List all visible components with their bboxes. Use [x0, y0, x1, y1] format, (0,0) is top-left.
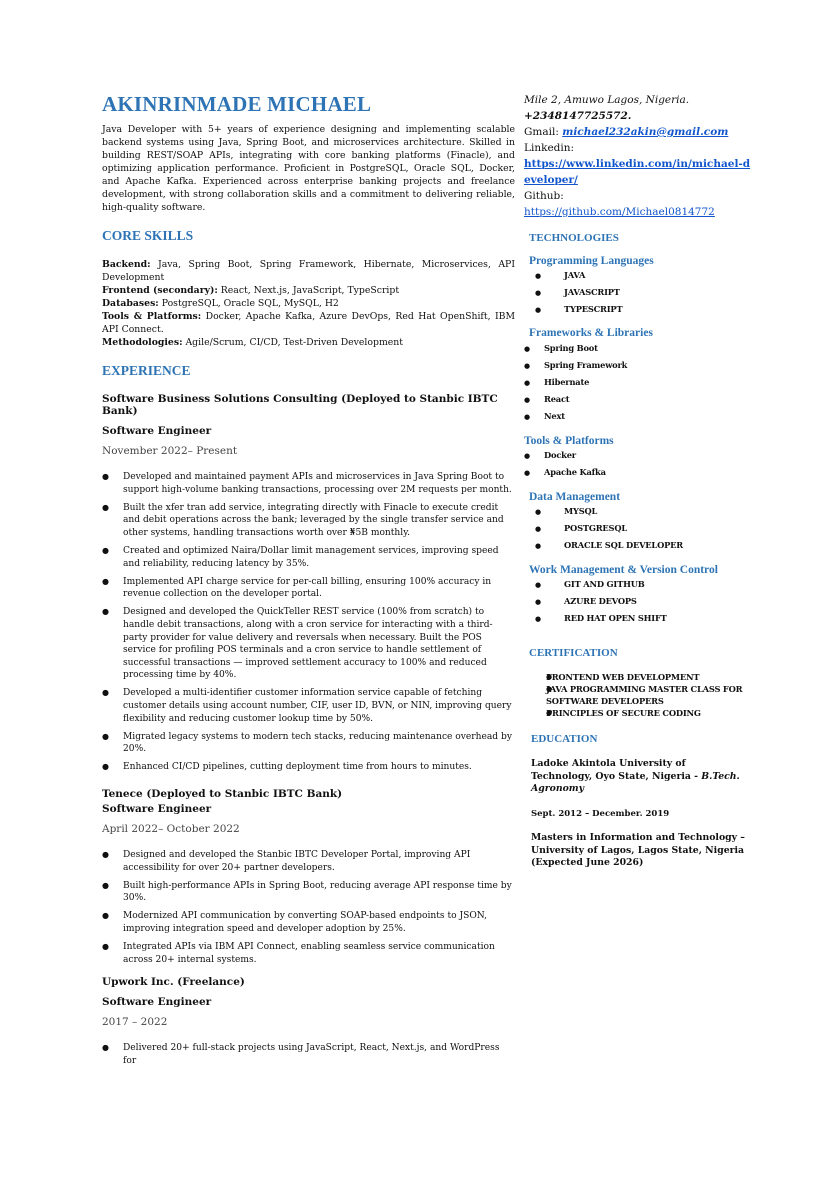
- education-heading: EDUCATION: [531, 733, 598, 745]
- list-item: ● TYPESCRIPT: [529, 301, 764, 318]
- address: Mile 2, Amuwo Lagos, Nigeria.: [524, 94, 690, 106]
- job-entry: [102, 788, 515, 966]
- education-entry: Masters in Information and Technology – University of Lagos, Lagos State, Nigeria (Expected June 2026): [531, 832, 745, 868]
- list-item: ● Enhanced CI/CD pipelines, cutting deployment time from hours to minutes.: [102, 761, 515, 774]
- job-bullets: [102, 849, 515, 966]
- list-item: ● Spring Boot: [524, 340, 764, 357]
- list-item: ● Designed and developed the Stanbic IBTC Developer Portal, improving API accessibility for over 20+ partner developers.: [102, 849, 515, 874]
- job-bullets: [102, 1042, 515, 1067]
- group-list: [524, 340, 764, 425]
- job-role: Software Engineer: [102, 802, 212, 815]
- gmail-link[interactable]: michael232akin@gmail.com: [562, 126, 729, 138]
- linkedin-link[interactable]: https://www.linkedin.com/in/michael-developer/: [524, 158, 751, 186]
- job-role: Software Engineer: [102, 996, 212, 1009]
- group-list: [524, 447, 764, 481]
- group-heading: Work Management & Version Control: [529, 564, 718, 576]
- skill-row: Databases: PostgreSQL, Oracle SQL, MySQL, H2: [102, 298, 339, 309]
- list-item: ● MYSQL: [529, 503, 764, 520]
- job-company: Upwork Inc. (Freelance): [102, 976, 245, 989]
- gmail-row: Gmail: michael232akin@gmail.com: [524, 126, 729, 138]
- list-item: ● Migrated legacy systems to modern tech stacks, reducing maintenance overhead by 20%.: [102, 731, 515, 756]
- job-bullets: [102, 471, 515, 774]
- group-heading: Tools & Platforms: [524, 435, 614, 447]
- phone: +2348147725572.: [524, 110, 632, 122]
- certification-list: [529, 671, 764, 719]
- list-item: ● JAVA PROGRAMMING MASTER CLASS FOR SOFTWARE DEVELOPERS: [529, 683, 746, 707]
- data-tools-section: [524, 491, 764, 870]
- github-label: Github:: [524, 190, 564, 202]
- group-heading: Data Management: [529, 491, 621, 503]
- github-row: [524, 204, 764, 220]
- job-dates: 2017 – 2022: [102, 1016, 168, 1029]
- list-item: ● POSTGRESQL: [529, 520, 764, 537]
- list-item: ● JAVASCRIPT: [529, 284, 764, 301]
- list-item: ● JAVA: [529, 267, 764, 284]
- list-item: ● Spring Framework: [524, 357, 764, 374]
- education-dates: Sept. 2012 – December. 2019: [531, 808, 670, 819]
- job-entry: [102, 976, 515, 1067]
- experience-heading: EXPERIENCE: [102, 363, 191, 378]
- summary-text: Java Developer with 5+ years of experience designing and implementing scalable backend systems using Java, Spring Boot, and microservices architecture. Skilled in building REST/SOAP APIs, integrating with core banking platforms (Finacle), and optimizing application performance. Proficient in PostgreSQL, Oracle SQL, Docker, and Apache Kafka. Experienced across enterprise banking projects and freelance development, with strong collaboration skills and a commitment to delivering reliable, high-quality software.: [102, 124, 515, 213]
- technologies-heading: TECHNOLOGIES: [529, 232, 619, 244]
- list-item: ● PRINCIPLES OF SECURE CODING: [529, 707, 764, 719]
- candidate-name: AKINRINMADE MICHAEL: [102, 92, 372, 116]
- list-item: ● Apache Kafka: [524, 464, 764, 481]
- list-item: ● Built the xfer tran add service, integrating directly with Finacle to execute credit and debit operations across the bank; leveraged by the single transfer service and other systems, handling transactions worth over ₦5B monthly.: [102, 502, 515, 540]
- group-heading: Programming Languages: [529, 255, 654, 267]
- skill-row: Backend: Java, Spring Boot, Spring Framework, Hibernate, Microservices, API Development: [102, 259, 515, 283]
- group-list: [529, 503, 764, 554]
- list-item: ● Delivered 20+ full-stack projects using JavaScript, React, Next.js, and WordPress for: [102, 1042, 515, 1067]
- job-dates: November 2022– Present: [102, 445, 238, 457]
- contact-block: [524, 92, 764, 220]
- job-role: Software Engineer: [102, 425, 212, 437]
- skill-row: Tools & Platforms: Docker, Apache Kafka, Azure DevOps, Red Hat OpenShift, IBM API Connect.: [102, 311, 515, 335]
- job-dates: April 2022– October 2022: [102, 822, 240, 835]
- list-item: ● Implemented API charge service for per-call billing, ensuring 100% accuracy in revenue collection on the developer portal.: [102, 576, 515, 601]
- list-item: ● Developed and maintained payment APIs and microservices in Java Spring Boot to support high-volume banking transactions, processing over 2M requests per month.: [102, 471, 515, 496]
- linkedin-label: Linkedin:: [524, 142, 575, 154]
- list-item: ● RED HAT OPEN SHIFT: [529, 610, 764, 627]
- list-item: ● Built high-performance APIs in Spring Boot, reducing average API response time by 30%.: [102, 880, 515, 905]
- list-item: ● ORACLE SQL DEVELOPER: [529, 537, 764, 554]
- list-item: ● GIT AND GITHUB: [529, 576, 764, 593]
- job-entry: [102, 393, 515, 774]
- list-item: ● Integrated APIs via IBM API Connect, enabling seamless service communication across 20+ internal systems.: [102, 941, 515, 966]
- technologies-section: [524, 232, 764, 339]
- core-skills-heading: CORE SKILLS: [102, 228, 194, 243]
- list-item: ● Next: [524, 408, 764, 425]
- sidebar: [524, 92, 764, 870]
- group-heading: Frameworks & Libraries: [529, 327, 653, 339]
- skill-row: Methodologies: Agile/Scrum, CI/CD, Test-Driven Development: [102, 337, 403, 348]
- job-company: Software Business Solutions Consulting (Deployed to Stanbic IBTC Bank): [102, 393, 498, 417]
- list-item: ● Modernized API communication by converting SOAP-based endpoints to JSON, improving integration speed and developer adoption by 25%.: [102, 910, 515, 935]
- list-item: ● Designed and developed the QuickTeller REST service (100% from scratch) to handle debit transactions, along with a cron service for interacting with a third-party provider for value delivery and reversals when necessary. Built the POS service for profiling POS terminals and a cron service to handle settlement of successful transactions — improved settlement accuracy to 100% and reduced processing time by 40%.: [102, 606, 515, 682]
- github-link[interactable]: https://github.com/Michael0814772: [524, 206, 715, 218]
- education-list: [531, 758, 749, 870]
- skill-row: Frontend (secondary): React, Next.js, JavaScript, TypeScript: [102, 285, 400, 296]
- list-item: ● Docker: [524, 447, 764, 464]
- list-item: ● Hibernate: [524, 374, 764, 391]
- list-item: ● AZURE DEVOPS: [529, 593, 764, 610]
- list-item: ● FRONTEND WEB DEVELOPMENT: [529, 671, 764, 683]
- group-list: [529, 267, 764, 318]
- education-entry: Ladoke Akintola University of Technology, Oyo State, Nigeria - B.Tech. Agronomy: [531, 758, 740, 794]
- core-skills-list: [102, 258, 515, 349]
- main-column: [102, 92, 515, 1073]
- linkedin-row: [524, 156, 754, 188]
- list-item: ● Created and optimized Naira/Dollar limit management services, improving speed and reliability, reducing latency by 35%.: [102, 545, 515, 570]
- list-item: ● Developed a multi-identifier customer information service capable of fetching customer details using account number, CIF, user ID, BVN, or NIN, improving query flexibility and reducing customer lookup time by 50%.: [102, 687, 515, 725]
- group-list: [529, 576, 764, 627]
- certification-heading: CERTIFICATION: [529, 647, 618, 659]
- list-item: ● React: [524, 391, 764, 408]
- job-company: Tenece (Deployed to Stanbic IBTC Bank): [102, 787, 343, 800]
